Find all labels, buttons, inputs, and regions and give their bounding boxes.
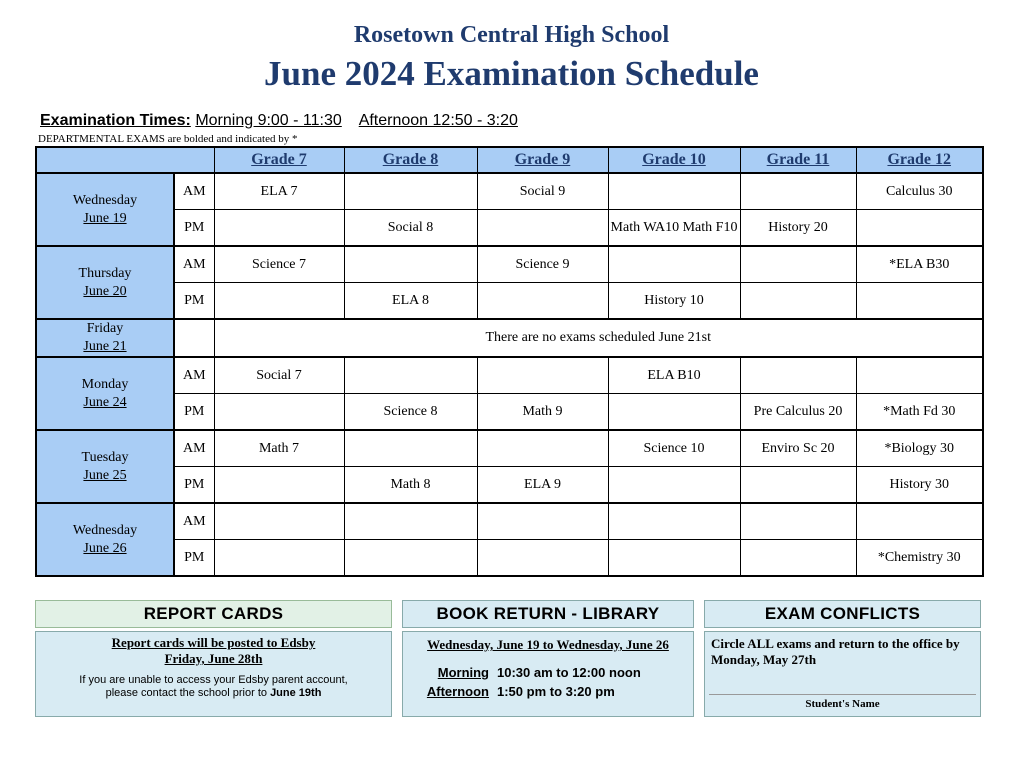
period-pm: PM xyxy=(174,283,214,320)
departmental-exam-cell: *Biology 30 xyxy=(856,430,983,467)
report-cards-date: Friday, June 28th xyxy=(164,651,263,666)
exam-cell xyxy=(740,283,856,320)
report-cards-line1: Report cards will be posted to Edsby xyxy=(111,635,316,650)
period-am: AM xyxy=(174,173,214,210)
report-cards-help: If you are unable to access your Edsby parent account, xyxy=(79,674,348,686)
exam-conflicts-text: Circle ALL exams and return to the office by Monday, May 27th xyxy=(711,636,960,667)
period-pm: PM xyxy=(174,210,214,247)
exam-cell: Math WA10 Math F10 xyxy=(608,210,740,247)
exam-cell xyxy=(477,430,608,467)
grade-header: Grade 11 xyxy=(740,147,856,173)
grade-header: Grade 8 xyxy=(344,147,477,173)
period-am: AM xyxy=(174,357,214,394)
morning-time: Morning 9:00 - 11:30 xyxy=(195,112,342,129)
day-cell: Friday June 21 xyxy=(36,319,174,357)
report-cards-heading: REPORT CARDS xyxy=(35,600,392,628)
schedule-row xyxy=(36,430,983,467)
exam-cell: ELA B10 xyxy=(608,357,740,394)
report-cards-contact: please contact the school prior to xyxy=(105,687,271,699)
period-pm: PM xyxy=(174,394,214,431)
exam-cell xyxy=(608,394,740,431)
exam-cell xyxy=(740,173,856,210)
grade-header: Grade 12 xyxy=(856,147,983,173)
period-pm: PM xyxy=(174,467,214,504)
exam-cell: Science 9 xyxy=(477,246,608,283)
exam-cell xyxy=(740,357,856,394)
book-return-morning xyxy=(403,665,641,680)
exam-cell xyxy=(856,357,983,394)
student-name-line xyxy=(709,694,976,695)
day-cell: Wednesday June 19 xyxy=(36,173,174,246)
departmental-exam-cell: *Chemistry 30 xyxy=(856,540,983,577)
exam-cell xyxy=(344,173,477,210)
exam-cell xyxy=(856,503,983,540)
exam-cell: Science 10 xyxy=(608,430,740,467)
student-name-label: Student's Name xyxy=(805,698,880,710)
book-return-body xyxy=(402,631,694,717)
exam-cell: ELA 8 xyxy=(344,283,477,320)
exam-cell xyxy=(856,210,983,247)
exam-cell: Science 8 xyxy=(344,394,477,431)
exam-cell xyxy=(740,540,856,577)
page-title: June 2024 Examination Schedule xyxy=(264,54,759,93)
exam-cell: Science 7 xyxy=(214,246,344,283)
exam-cell xyxy=(214,467,344,504)
exam-cell xyxy=(477,283,608,320)
exam-cell xyxy=(477,357,608,394)
exam-cell xyxy=(344,540,477,577)
schedule-row xyxy=(36,394,983,431)
exam-cell xyxy=(740,246,856,283)
exam-cell xyxy=(344,430,477,467)
grade-header: Grade 9 xyxy=(477,147,608,173)
exam-cell xyxy=(344,503,477,540)
exam-times xyxy=(40,112,518,130)
exam-cell xyxy=(344,357,477,394)
exam-cell: Pre Calculus 20 xyxy=(740,394,856,431)
exam-conflicts-heading: EXAM CONFLICTS xyxy=(704,600,981,628)
exam-cell: History 10 xyxy=(608,283,740,320)
morning-label: Morning xyxy=(437,665,489,680)
period-am: AM xyxy=(174,246,214,283)
grade-header: Grade 7 xyxy=(214,147,344,173)
exam-cell: ELA 7 xyxy=(214,173,344,210)
exam-cell xyxy=(214,503,344,540)
period-am: AM xyxy=(174,503,214,540)
exam-cell xyxy=(740,503,856,540)
period-empty xyxy=(174,319,214,357)
schedule-row xyxy=(36,319,983,357)
report-cards-deadline: June 19th xyxy=(270,687,322,699)
period-am: AM xyxy=(174,430,214,467)
exam-cell xyxy=(608,503,740,540)
book-return-dates: Wednesday, June 19 to Wednesday, June 26 xyxy=(427,637,669,652)
schedule-row xyxy=(36,283,983,320)
schedule-row xyxy=(36,173,983,210)
exam-conflicts-body xyxy=(704,631,981,717)
day-cell: Wednesday June 26 xyxy=(36,503,174,576)
day-cell: Tuesday June 25 xyxy=(36,430,174,503)
departmental-note: DEPARTMENTAL EXAMS are bolded and indicated by * xyxy=(38,133,298,145)
exam-cell xyxy=(608,173,740,210)
exam-cell xyxy=(344,246,477,283)
afternoon-time: Afternoon 12:50 - 3:20 xyxy=(358,112,518,129)
exam-cell: Social 8 xyxy=(344,210,477,247)
header-corner xyxy=(36,147,214,173)
exam-cell: ELA 9 xyxy=(477,467,608,504)
schedule-row xyxy=(36,357,983,394)
exam-cell: Math 8 xyxy=(344,467,477,504)
book-return-panel xyxy=(402,600,694,717)
exam-times-label: Examination Times: xyxy=(40,112,191,129)
exam-cell xyxy=(477,503,608,540)
exam-cell: History 30 xyxy=(856,467,983,504)
no-exams-note: There are no exams scheduled June 21st xyxy=(214,319,983,357)
afternoon-label: Afternoon xyxy=(426,684,489,699)
exam-cell xyxy=(477,210,608,247)
exam-cell: History 20 xyxy=(740,210,856,247)
exam-cell: Math 9 xyxy=(477,394,608,431)
exam-cell xyxy=(740,467,856,504)
grade-header: Grade 10 xyxy=(608,147,740,173)
period-pm: PM xyxy=(174,540,214,577)
exam-cell xyxy=(477,540,608,577)
grade-header-row xyxy=(36,147,983,173)
report-cards-panel xyxy=(35,600,392,717)
exam-cell xyxy=(214,210,344,247)
departmental-exam-cell: *Math Fd 30 xyxy=(856,394,983,431)
departmental-exam-cell: *ELA B30 xyxy=(856,246,983,283)
exam-cell: Social 7 xyxy=(214,357,344,394)
book-return-afternoon xyxy=(403,684,615,699)
exam-cell xyxy=(214,283,344,320)
exam-cell: Social 9 xyxy=(477,173,608,210)
exam-cell xyxy=(214,540,344,577)
day-cell: Monday June 24 xyxy=(36,357,174,430)
report-cards-body xyxy=(35,631,392,717)
schedule-row xyxy=(36,246,983,283)
schedule-row xyxy=(36,503,983,540)
exam-cell xyxy=(608,246,740,283)
schedule-row xyxy=(36,467,983,504)
day-cell: Thursday June 20 xyxy=(36,246,174,319)
exam-cell xyxy=(608,540,740,577)
exam-cell: Math 7 xyxy=(214,430,344,467)
exam-cell xyxy=(214,394,344,431)
exam-conflicts-panel xyxy=(704,600,981,717)
book-return-heading: BOOK RETURN - LIBRARY xyxy=(402,600,694,628)
exam-schedule-table xyxy=(35,146,984,577)
exam-cell xyxy=(608,467,740,504)
exam-cell: Calculus 30 xyxy=(856,173,983,210)
morning-hours: 10:30 am to 12:00 noon xyxy=(497,665,641,680)
afternoon-hours: 1:50 pm to 3:20 pm xyxy=(497,684,615,699)
school-name: Rosetown Central High School xyxy=(353,22,670,48)
schedule-row xyxy=(36,540,983,577)
exam-cell xyxy=(856,283,983,320)
exam-cell: Enviro Sc 20 xyxy=(740,430,856,467)
schedule-row xyxy=(36,210,983,247)
